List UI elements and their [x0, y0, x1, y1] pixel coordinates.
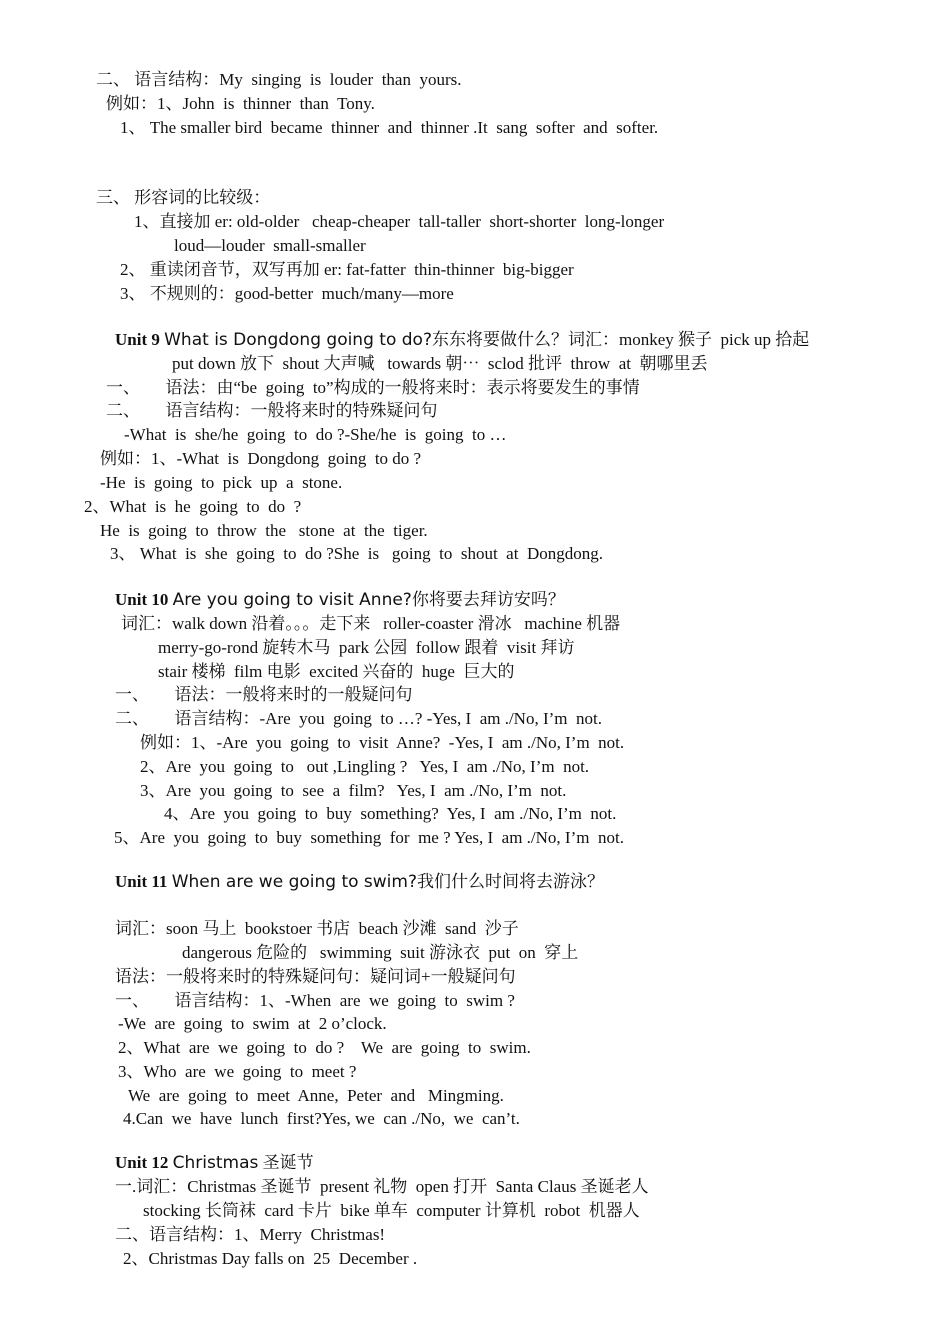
- example-line: 例如：1、-Are you going to visit Anne? -Yes, I am ./No, I’m not.: [140, 733, 625, 752]
- unit-title: What is Dongdong going to do?: [164, 330, 432, 350]
- example-line: 2、Are you going to out ,Lingling ? Yes, I am ./No, I’m not.: [140, 757, 590, 776]
- example-line: 3、Are you going to see a film? Yes, I am ./No, I’m not.: [140, 781, 567, 800]
- vocab-line: 词汇：soon 马上 bookstoer 书店 beach 沙滩 sand 沙子: [115, 919, 519, 938]
- grammar-line: 一、 语法：一般将来时的一般疑问句: [115, 685, 413, 704]
- unit-title-rest: 圣诞节: [258, 1153, 314, 1172]
- example-line: We are going to meet Anne, Peter and Mingming.: [128, 1086, 504, 1105]
- unit-number: Unit 12: [115, 1153, 169, 1172]
- pattern-line: -What is she/he going to do ?-She/he is going to …: [124, 425, 507, 444]
- structure-line: 二、 语言结构：-Are you going to …? -Yes, I am ./No, I’m not.: [115, 709, 602, 728]
- grammar-line: 语法：一般将来时的特殊疑问句：疑问词+一般疑问句: [115, 967, 516, 986]
- example-line: 1、 The smaller bird became thinner and thinner .It sang softer and softer.: [120, 118, 659, 137]
- rule-line: loud—louder small-smaller: [174, 236, 366, 255]
- vocab-line: put down 放下 shout 大声喊 towards 朝⋯ sclod 批评 throw at 朝哪里丢: [172, 354, 708, 373]
- unit-12-heading: [115, 1152, 314, 1174]
- unit-10-heading: [115, 589, 565, 611]
- example-line: 2、Christmas Day falls on 25 December .: [123, 1249, 418, 1268]
- vocab-line: stair 楼梯 film 电影 excited 兴奋的 huge 巨大的: [158, 662, 515, 681]
- example-line: 例如：1、-What is Dongdong going to do ?: [100, 449, 422, 468]
- structure-line: 一、 语言结构：1、-When are we going to swim ?: [115, 991, 515, 1010]
- rule-line: 2、 重读闭音节，双写再加 er: fat-fatter thin-thinner big-bigger: [120, 260, 574, 279]
- example-line: 5、Are you going to buy something for me ? Yes, I am ./No, I’m not.: [114, 828, 624, 847]
- example-line: 2、What is he going to do ?: [84, 497, 302, 516]
- structure-line: 二、语言结构：1、Merry Christmas!: [115, 1225, 386, 1244]
- unit-title: When are we going to swim?: [171, 872, 417, 892]
- example-line: 4、Are you going to buy something? Yes, I am ./No, I’m not.: [164, 804, 617, 823]
- vocab-line: merry-go-rond 旋转木马 park 公园 follow 跟着 visit 拜访: [158, 638, 575, 657]
- structure-heading-2: 二、 语言结构：My singing is louder than yours.: [96, 70, 462, 89]
- rule-line: 1、直接加 er: old-older cheap-cheaper tall-taller short-shorter long-longer: [134, 212, 665, 231]
- example-line: 3、 What is she going to do ?She is going to shout at Dongdong.: [110, 544, 603, 563]
- structure-line: 二、 语言结构：一般将来时的特殊疑问句: [106, 401, 438, 420]
- example-line: 例如：1、John is thinner than Tony.: [106, 94, 375, 113]
- rule-line: 3、 不规则的：good-better much/many—more: [120, 284, 454, 303]
- unit-title-rest: 你将要去拜访安吗？: [411, 590, 565, 609]
- vocab-line: stocking 长筒袜 card 卡片 bike 单车 computer 计算机 robot 机器人: [143, 1201, 640, 1220]
- unit-number: Unit 10: [115, 590, 169, 609]
- unit-title: Christmas: [172, 1153, 259, 1173]
- example-line: He is going to throw the stone at the tiger.: [100, 521, 428, 540]
- comparative-heading: 三、 形容词的比较级：: [96, 188, 271, 207]
- example-line: 4.Can we have lunch first?Yes, we can ./No, we can’t.: [123, 1109, 520, 1128]
- vocab-line: 词汇：walk down 沿着。。。走下来 roller-coaster 滑冰 machine 机器: [121, 614, 621, 633]
- example-line: -He is going to pick up a stone.: [100, 473, 343, 492]
- unit-title-rest: 东东将要做什么？词汇：monkey 猴子 pick up 拾起: [431, 330, 810, 349]
- unit-number: Unit 11: [115, 872, 168, 891]
- example-line: -We are going to swim at 2 o’clock.: [118, 1014, 387, 1033]
- unit-11-heading: [115, 871, 604, 893]
- unit-9-heading: [115, 329, 809, 351]
- unit-number: Unit 9: [115, 330, 160, 349]
- unit-title-rest: 我们什么时间将去游泳？: [417, 872, 604, 891]
- grammar-line: 一、 语法：由“be going to”构成的一般将来时：表示将要发生的事情: [106, 378, 640, 397]
- vocab-line: dangerous 危险的 swimming suit 游泳衣 put on 穿上: [182, 943, 579, 962]
- example-line: 2、What are we going to do ? We are going to swim.: [118, 1038, 531, 1057]
- vocab-line: 一.词汇：Christmas 圣诞节 present 礼物 open 打开 Santa Claus 圣诞老人: [115, 1177, 649, 1196]
- unit-title: Are you going to visit Anne?: [172, 590, 412, 610]
- example-line: 3、Who are we going to meet ?: [118, 1062, 357, 1081]
